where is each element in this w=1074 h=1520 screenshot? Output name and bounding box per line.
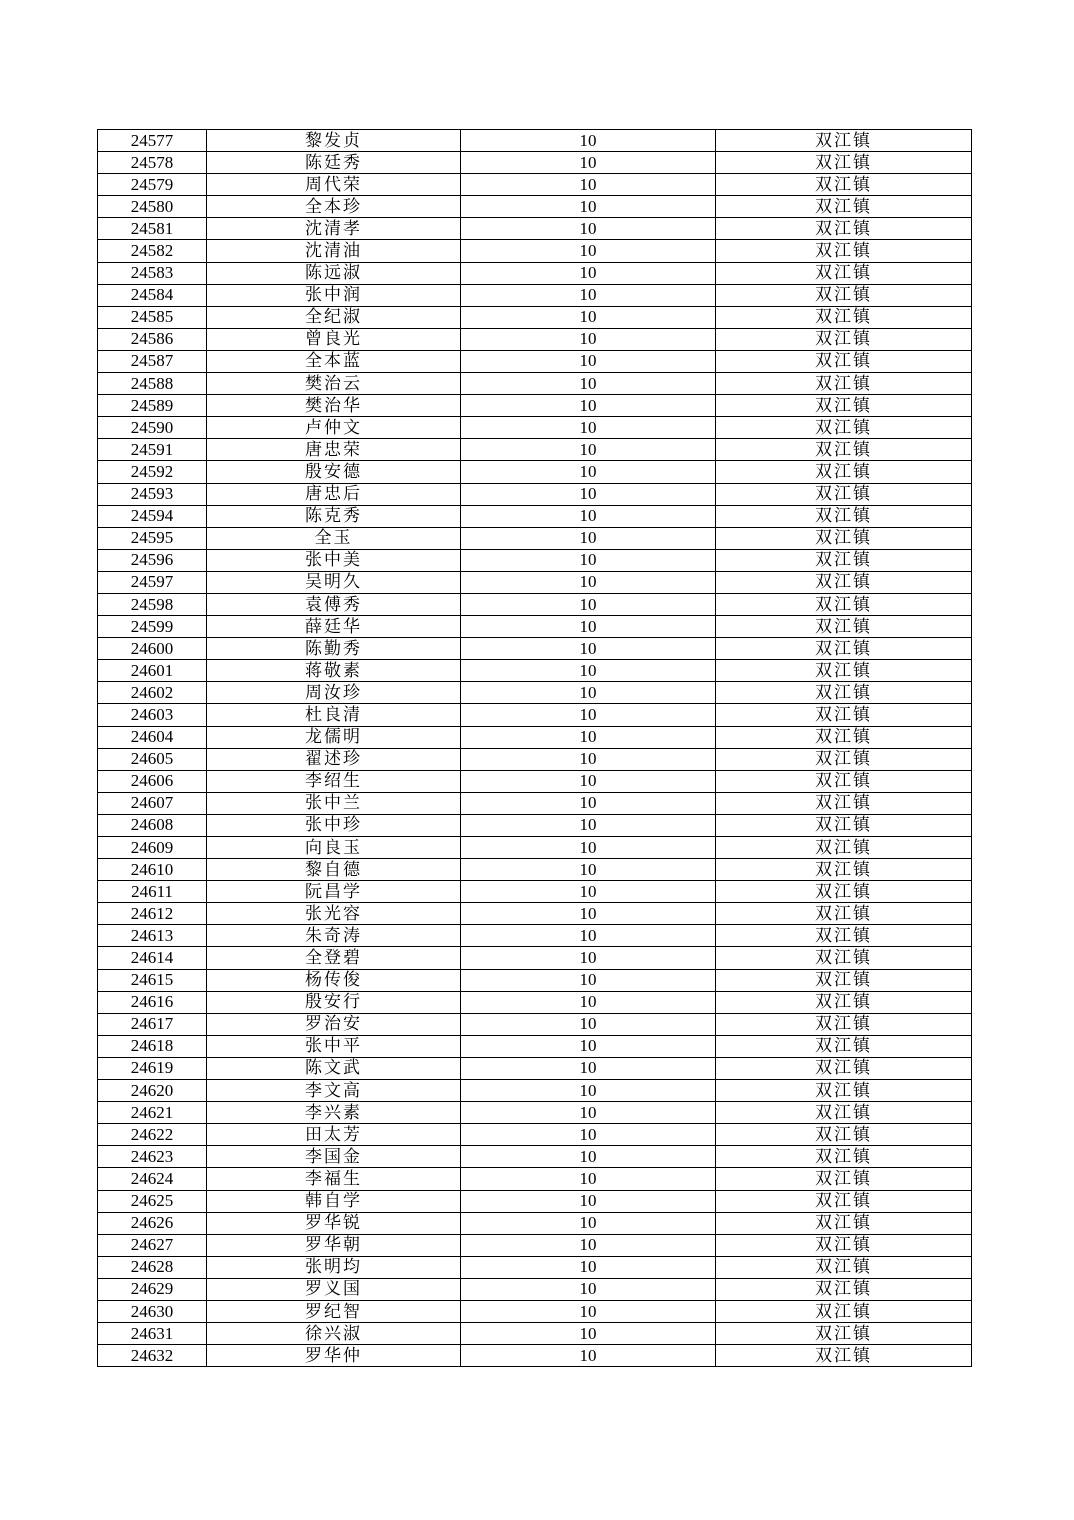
town-cell: 双江镇 xyxy=(716,1300,972,1322)
amount-cell: 10 xyxy=(461,903,716,925)
person-name-cell: 全纪淑 xyxy=(207,306,461,328)
row-number-cell: 24581 xyxy=(98,218,207,240)
row-number-cell: 24625 xyxy=(98,1190,207,1212)
person-name-cell: 罗纪智 xyxy=(207,1300,461,1322)
amount-cell: 10 xyxy=(461,483,716,505)
amount-cell: 10 xyxy=(461,130,716,152)
person-name-cell: 陈勤秀 xyxy=(207,638,461,660)
town-cell: 双江镇 xyxy=(716,770,972,792)
person-name-cell: 沈清孝 xyxy=(207,218,461,240)
row-number-cell: 24607 xyxy=(98,792,207,814)
town-cell: 双江镇 xyxy=(716,130,972,152)
town-cell: 双江镇 xyxy=(716,616,972,638)
table-row xyxy=(98,1035,972,1057)
table-row xyxy=(98,328,972,350)
row-number-cell: 24616 xyxy=(98,991,207,1013)
person-name-cell: 殷安德 xyxy=(207,461,461,483)
table-row xyxy=(98,682,972,704)
row-number-cell: 24631 xyxy=(98,1323,207,1345)
person-name-cell: 罗治安 xyxy=(207,1013,461,1035)
table-row xyxy=(98,395,972,417)
person-name-cell: 阮昌学 xyxy=(207,881,461,903)
town-cell: 双江镇 xyxy=(716,1256,972,1278)
row-number-cell: 24632 xyxy=(98,1345,207,1367)
person-name-cell: 李国金 xyxy=(207,1146,461,1168)
amount-cell: 10 xyxy=(461,1323,716,1345)
town-cell: 双江镇 xyxy=(716,1212,972,1234)
person-name-cell: 龙儒明 xyxy=(207,726,461,748)
town-cell: 双江镇 xyxy=(716,549,972,571)
town-cell: 双江镇 xyxy=(716,284,972,306)
row-number-cell: 24609 xyxy=(98,837,207,859)
roster-table xyxy=(97,129,972,1367)
table-row xyxy=(98,549,972,571)
row-number-cell: 24578 xyxy=(98,152,207,174)
table-row xyxy=(98,571,972,593)
town-cell: 双江镇 xyxy=(716,395,972,417)
amount-cell: 10 xyxy=(461,748,716,770)
amount-cell: 10 xyxy=(461,792,716,814)
table-row xyxy=(98,704,972,726)
amount-cell: 10 xyxy=(461,859,716,881)
amount-cell: 10 xyxy=(461,395,716,417)
table-row xyxy=(98,240,972,262)
town-cell: 双江镇 xyxy=(716,682,972,704)
amount-cell: 10 xyxy=(461,616,716,638)
town-cell: 双江镇 xyxy=(716,439,972,461)
row-number-cell: 24601 xyxy=(98,660,207,682)
amount-cell: 10 xyxy=(461,1102,716,1124)
table-row xyxy=(98,593,972,615)
town-cell: 双江镇 xyxy=(716,1345,972,1367)
town-cell: 双江镇 xyxy=(716,505,972,527)
person-name-cell: 罗华仲 xyxy=(207,1345,461,1367)
person-name-cell: 全玉 xyxy=(207,527,461,549)
person-name-cell: 杜良清 xyxy=(207,704,461,726)
row-number-cell: 24629 xyxy=(98,1278,207,1300)
table-row xyxy=(98,505,972,527)
town-cell: 双江镇 xyxy=(716,196,972,218)
person-name-cell: 张中润 xyxy=(207,284,461,306)
amount-cell: 10 xyxy=(461,770,716,792)
amount-cell: 10 xyxy=(461,1234,716,1256)
table-row xyxy=(98,218,972,240)
person-name-cell: 樊治华 xyxy=(207,395,461,417)
town-cell: 双江镇 xyxy=(716,417,972,439)
amount-cell: 10 xyxy=(461,881,716,903)
town-cell: 双江镇 xyxy=(716,527,972,549)
table-row xyxy=(98,306,972,328)
town-cell: 双江镇 xyxy=(716,1013,972,1035)
table-row xyxy=(98,1323,972,1345)
row-number-cell: 24627 xyxy=(98,1234,207,1256)
town-cell: 双江镇 xyxy=(716,748,972,770)
table-row xyxy=(98,417,972,439)
table-row xyxy=(98,859,972,881)
row-number-cell: 24599 xyxy=(98,616,207,638)
table-row xyxy=(98,1212,972,1234)
town-cell: 双江镇 xyxy=(716,152,972,174)
town-cell: 双江镇 xyxy=(716,969,972,991)
town-cell: 双江镇 xyxy=(716,814,972,836)
table-row xyxy=(98,660,972,682)
town-cell: 双江镇 xyxy=(716,991,972,1013)
row-number-cell: 24579 xyxy=(98,174,207,196)
table-row xyxy=(98,1013,972,1035)
table-row xyxy=(98,461,972,483)
amount-cell: 10 xyxy=(461,1124,716,1146)
person-name-cell: 蒋敬素 xyxy=(207,660,461,682)
person-name-cell: 朱奇涛 xyxy=(207,925,461,947)
row-number-cell: 24585 xyxy=(98,306,207,328)
row-number-cell: 24624 xyxy=(98,1168,207,1190)
row-number-cell: 24594 xyxy=(98,505,207,527)
row-number-cell: 24617 xyxy=(98,1013,207,1035)
amount-cell: 10 xyxy=(461,174,716,196)
amount-cell: 10 xyxy=(461,1190,716,1212)
table-row xyxy=(98,1168,972,1190)
town-cell: 双江镇 xyxy=(716,1234,972,1256)
table-row xyxy=(98,1234,972,1256)
town-cell: 双江镇 xyxy=(716,925,972,947)
town-cell: 双江镇 xyxy=(716,1124,972,1146)
table-row xyxy=(98,284,972,306)
town-cell: 双江镇 xyxy=(716,638,972,660)
table-row xyxy=(98,439,972,461)
table-row xyxy=(98,262,972,284)
amount-cell: 10 xyxy=(461,505,716,527)
amount-cell: 10 xyxy=(461,218,716,240)
amount-cell: 10 xyxy=(461,1256,716,1278)
amount-cell: 10 xyxy=(461,1212,716,1234)
table-row xyxy=(98,991,972,1013)
town-cell: 双江镇 xyxy=(716,240,972,262)
amount-cell: 10 xyxy=(461,682,716,704)
person-name-cell: 陈文武 xyxy=(207,1057,461,1079)
person-name-cell: 陈远淑 xyxy=(207,262,461,284)
town-cell: 双江镇 xyxy=(716,1102,972,1124)
row-number-cell: 24628 xyxy=(98,1256,207,1278)
table-row xyxy=(98,726,972,748)
town-cell: 双江镇 xyxy=(716,373,972,395)
person-name-cell: 黎发贞 xyxy=(207,130,461,152)
table-row xyxy=(98,1057,972,1079)
town-cell: 双江镇 xyxy=(716,903,972,925)
amount-cell: 10 xyxy=(461,1013,716,1035)
table-row xyxy=(98,1278,972,1300)
town-cell: 双江镇 xyxy=(716,704,972,726)
row-number-cell: 24584 xyxy=(98,284,207,306)
row-number-cell: 24605 xyxy=(98,748,207,770)
row-number-cell: 24626 xyxy=(98,1212,207,1234)
amount-cell: 10 xyxy=(461,527,716,549)
amount-cell: 10 xyxy=(461,638,716,660)
person-name-cell: 张光容 xyxy=(207,903,461,925)
person-name-cell: 徐兴淑 xyxy=(207,1323,461,1345)
table-row xyxy=(98,638,972,660)
table-row xyxy=(98,881,972,903)
table-row xyxy=(98,1190,972,1212)
amount-cell: 10 xyxy=(461,837,716,859)
row-number-cell: 24620 xyxy=(98,1080,207,1102)
amount-cell: 10 xyxy=(461,969,716,991)
town-cell: 双江镇 xyxy=(716,350,972,372)
table-row xyxy=(98,174,972,196)
person-name-cell: 薛廷华 xyxy=(207,616,461,638)
town-cell: 双江镇 xyxy=(716,1146,972,1168)
person-name-cell: 樊治云 xyxy=(207,373,461,395)
person-name-cell: 田太芳 xyxy=(207,1124,461,1146)
table-row xyxy=(98,1300,972,1322)
amount-cell: 10 xyxy=(461,1035,716,1057)
amount-cell: 10 xyxy=(461,1057,716,1079)
row-number-cell: 24612 xyxy=(98,903,207,925)
table-row xyxy=(98,350,972,372)
town-cell: 双江镇 xyxy=(716,593,972,615)
person-name-cell: 李绍生 xyxy=(207,770,461,792)
row-number-cell: 24603 xyxy=(98,704,207,726)
row-number-cell: 24595 xyxy=(98,527,207,549)
row-number-cell: 24604 xyxy=(98,726,207,748)
row-number-cell: 24592 xyxy=(98,461,207,483)
table-row xyxy=(98,814,972,836)
row-number-cell: 24587 xyxy=(98,350,207,372)
person-name-cell: 向良玉 xyxy=(207,837,461,859)
amount-cell: 10 xyxy=(461,461,716,483)
person-name-cell: 沈清油 xyxy=(207,240,461,262)
person-name-cell: 唐忠荣 xyxy=(207,439,461,461)
person-name-cell: 罗华锐 xyxy=(207,1212,461,1234)
person-name-cell: 张中珍 xyxy=(207,814,461,836)
amount-cell: 10 xyxy=(461,1146,716,1168)
town-cell: 双江镇 xyxy=(716,1323,972,1345)
table-row xyxy=(98,770,972,792)
town-cell: 双江镇 xyxy=(716,1080,972,1102)
amount-cell: 10 xyxy=(461,549,716,571)
person-name-cell: 陈廷秀 xyxy=(207,152,461,174)
row-number-cell: 24591 xyxy=(98,439,207,461)
table-row xyxy=(98,1256,972,1278)
amount-cell: 10 xyxy=(461,925,716,947)
row-number-cell: 24582 xyxy=(98,240,207,262)
row-number-cell: 24619 xyxy=(98,1057,207,1079)
town-cell: 双江镇 xyxy=(716,461,972,483)
amount-cell: 10 xyxy=(461,991,716,1013)
table-row xyxy=(98,130,972,152)
amount-cell: 10 xyxy=(461,726,716,748)
town-cell: 双江镇 xyxy=(716,792,972,814)
row-number-cell: 24598 xyxy=(98,593,207,615)
person-name-cell: 陈克秀 xyxy=(207,505,461,527)
table-row xyxy=(98,1146,972,1168)
amount-cell: 10 xyxy=(461,350,716,372)
row-number-cell: 24577 xyxy=(98,130,207,152)
person-name-cell: 张明均 xyxy=(207,1256,461,1278)
row-number-cell: 24608 xyxy=(98,814,207,836)
amount-cell: 10 xyxy=(461,240,716,262)
amount-cell: 10 xyxy=(461,660,716,682)
amount-cell: 10 xyxy=(461,593,716,615)
amount-cell: 10 xyxy=(461,284,716,306)
table-row xyxy=(98,152,972,174)
table-row xyxy=(98,903,972,925)
person-name-cell: 袁傅秀 xyxy=(207,593,461,615)
row-number-cell: 24600 xyxy=(98,638,207,660)
amount-cell: 10 xyxy=(461,1345,716,1367)
amount-cell: 10 xyxy=(461,373,716,395)
row-number-cell: 24590 xyxy=(98,417,207,439)
amount-cell: 10 xyxy=(461,152,716,174)
town-cell: 双江镇 xyxy=(716,483,972,505)
table-row xyxy=(98,373,972,395)
person-name-cell: 翟述珍 xyxy=(207,748,461,770)
table-row xyxy=(98,1124,972,1146)
amount-cell: 10 xyxy=(461,1300,716,1322)
row-number-cell: 24583 xyxy=(98,262,207,284)
town-cell: 双江镇 xyxy=(716,1057,972,1079)
person-name-cell: 全本蓝 xyxy=(207,350,461,372)
amount-cell: 10 xyxy=(461,306,716,328)
table-row xyxy=(98,837,972,859)
amount-cell: 10 xyxy=(461,947,716,969)
amount-cell: 10 xyxy=(461,439,716,461)
amount-cell: 10 xyxy=(461,814,716,836)
row-number-cell: 24597 xyxy=(98,571,207,593)
person-name-cell: 全本珍 xyxy=(207,196,461,218)
amount-cell: 10 xyxy=(461,328,716,350)
roster-table-body xyxy=(98,130,972,1367)
person-name-cell: 卢仲文 xyxy=(207,417,461,439)
row-number-cell: 24615 xyxy=(98,969,207,991)
person-name-cell: 吴明久 xyxy=(207,571,461,593)
row-number-cell: 24588 xyxy=(98,373,207,395)
row-number-cell: 24596 xyxy=(98,549,207,571)
town-cell: 双江镇 xyxy=(716,660,972,682)
person-name-cell: 罗华朝 xyxy=(207,1234,461,1256)
row-number-cell: 24606 xyxy=(98,770,207,792)
person-name-cell: 韩自学 xyxy=(207,1190,461,1212)
table-row xyxy=(98,947,972,969)
amount-cell: 10 xyxy=(461,196,716,218)
amount-cell: 10 xyxy=(461,1080,716,1102)
town-cell: 双江镇 xyxy=(716,1278,972,1300)
person-name-cell: 全登碧 xyxy=(207,947,461,969)
town-cell: 双江镇 xyxy=(716,837,972,859)
town-cell: 双江镇 xyxy=(716,881,972,903)
town-cell: 双江镇 xyxy=(716,218,972,240)
row-number-cell: 24586 xyxy=(98,328,207,350)
amount-cell: 10 xyxy=(461,1168,716,1190)
row-number-cell: 24623 xyxy=(98,1146,207,1168)
town-cell: 双江镇 xyxy=(716,1168,972,1190)
person-name-cell: 周汝珍 xyxy=(207,682,461,704)
row-number-cell: 24611 xyxy=(98,881,207,903)
table-row xyxy=(98,483,972,505)
town-cell: 双江镇 xyxy=(716,328,972,350)
table-row xyxy=(98,792,972,814)
row-number-cell: 24580 xyxy=(98,196,207,218)
row-number-cell: 24621 xyxy=(98,1102,207,1124)
row-number-cell: 24610 xyxy=(98,859,207,881)
town-cell: 双江镇 xyxy=(716,726,972,748)
row-number-cell: 24622 xyxy=(98,1124,207,1146)
person-name-cell: 唐忠后 xyxy=(207,483,461,505)
person-name-cell: 周代荣 xyxy=(207,174,461,196)
amount-cell: 10 xyxy=(461,417,716,439)
person-name-cell: 李兴素 xyxy=(207,1102,461,1124)
table-row xyxy=(98,527,972,549)
town-cell: 双江镇 xyxy=(716,859,972,881)
town-cell: 双江镇 xyxy=(716,262,972,284)
table-row xyxy=(98,969,972,991)
amount-cell: 10 xyxy=(461,1278,716,1300)
table-row xyxy=(98,616,972,638)
row-number-cell: 24593 xyxy=(98,483,207,505)
person-name-cell: 张中美 xyxy=(207,549,461,571)
amount-cell: 10 xyxy=(461,262,716,284)
row-number-cell: 24589 xyxy=(98,395,207,417)
row-number-cell: 24614 xyxy=(98,947,207,969)
town-cell: 双江镇 xyxy=(716,174,972,196)
person-name-cell: 曾良光 xyxy=(207,328,461,350)
person-name-cell: 黎自德 xyxy=(207,859,461,881)
table-row xyxy=(98,925,972,947)
table-row xyxy=(98,1345,972,1367)
row-number-cell: 24602 xyxy=(98,682,207,704)
table-row xyxy=(98,1080,972,1102)
row-number-cell: 24630 xyxy=(98,1300,207,1322)
amount-cell: 10 xyxy=(461,704,716,726)
person-name-cell: 李福生 xyxy=(207,1168,461,1190)
row-number-cell: 24618 xyxy=(98,1035,207,1057)
town-cell: 双江镇 xyxy=(716,571,972,593)
town-cell: 双江镇 xyxy=(716,306,972,328)
person-name-cell: 李文高 xyxy=(207,1080,461,1102)
person-name-cell: 杨传俊 xyxy=(207,969,461,991)
person-name-cell: 殷安行 xyxy=(207,991,461,1013)
person-name-cell: 张中平 xyxy=(207,1035,461,1057)
table-row xyxy=(98,748,972,770)
person-name-cell: 罗义国 xyxy=(207,1278,461,1300)
person-name-cell: 张中兰 xyxy=(207,792,461,814)
town-cell: 双江镇 xyxy=(716,1190,972,1212)
town-cell: 双江镇 xyxy=(716,1035,972,1057)
town-cell: 双江镇 xyxy=(716,947,972,969)
amount-cell: 10 xyxy=(461,571,716,593)
table-row xyxy=(98,196,972,218)
row-number-cell: 24613 xyxy=(98,925,207,947)
table-row xyxy=(98,1102,972,1124)
